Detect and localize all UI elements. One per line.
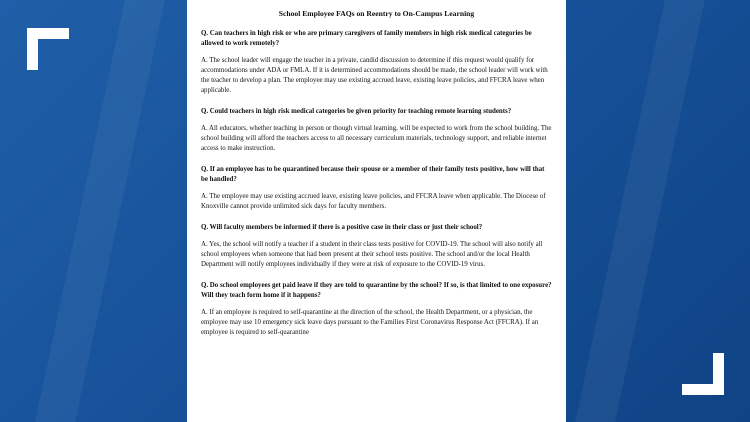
faq-answer: A. Yes, the school will notify a teacher if a student in their class tests positive for COVID-19. The school will also notify all school employees when someone that had been present at their school tests positive. The school and/or the local Health Department will notify employees individually if they were at risk of exposure to the COVID-19 virus.	[201, 241, 543, 268]
faq-item	[201, 29, 552, 96]
faq-question: Q. Will faculty members be informed if there is a positive case in their class or just their school?	[201, 224, 483, 231]
faq-answer: A. The school leader will engage the teacher in a private, candid discussion to determine if this request would qualify for accommodations under ADA or FMLA. If it is determined accommodations should be made, the school leader will work with the teacher to develop a plan. The employee may use existing accrued leave, existing leave policies, and FFCRA leave when applicable.	[201, 57, 548, 94]
faq-question: Q. Can teachers in high risk or who are primary caregivers of family members in high risk medical categories be allowed to work remotely?	[201, 30, 532, 47]
faq-answer: A. The employee may use existing accrued leave, existing leave policies, and FFCRA leave when applicable. The Diocese of Knoxville cannot provide unlimited sick days for faculty members.	[201, 193, 546, 210]
faq-item	[201, 165, 552, 212]
faq-question: Q. Do school employees get paid leave if they are told to quarantine by the school? If so, is that limited to one exposure? Will they teach form home if it happens?	[201, 282, 552, 299]
faq-question: Q. If an employee has to be quarantined because their spouse or a member of their family tests positive, how will that be handled?	[201, 166, 545, 183]
document-page	[187, 0, 566, 422]
faq-item	[201, 281, 552, 338]
faq-answer: A. If an employee is required to self-quarantine at the direction of the school, the Health Department, or a physician, the employee may use 10 emergency sick leave days pursuant to the Families First Coronavirus Response Act (FFCRA). If an employee is required to self-quarantine	[201, 309, 539, 336]
faq-item	[201, 223, 552, 270]
document-title: School Employee FAQs on Reentry to On-Campus Learning	[278, 9, 475, 18]
corner-bracket-top-left	[27, 28, 69, 70]
faq-question: Q. Could teachers in high risk medical categories be given priority for teaching remote learning students?	[201, 108, 512, 115]
faq-answer: A. All educators, whether teaching in person or though virtual learning, will be expected to work from the school building. The school building will afford the teachers access to all necessary curriculum materials, technology support, and reliable internet access to make instruction.	[201, 125, 552, 152]
faq-item	[201, 107, 552, 154]
corner-bracket-bottom-right	[682, 353, 724, 395]
